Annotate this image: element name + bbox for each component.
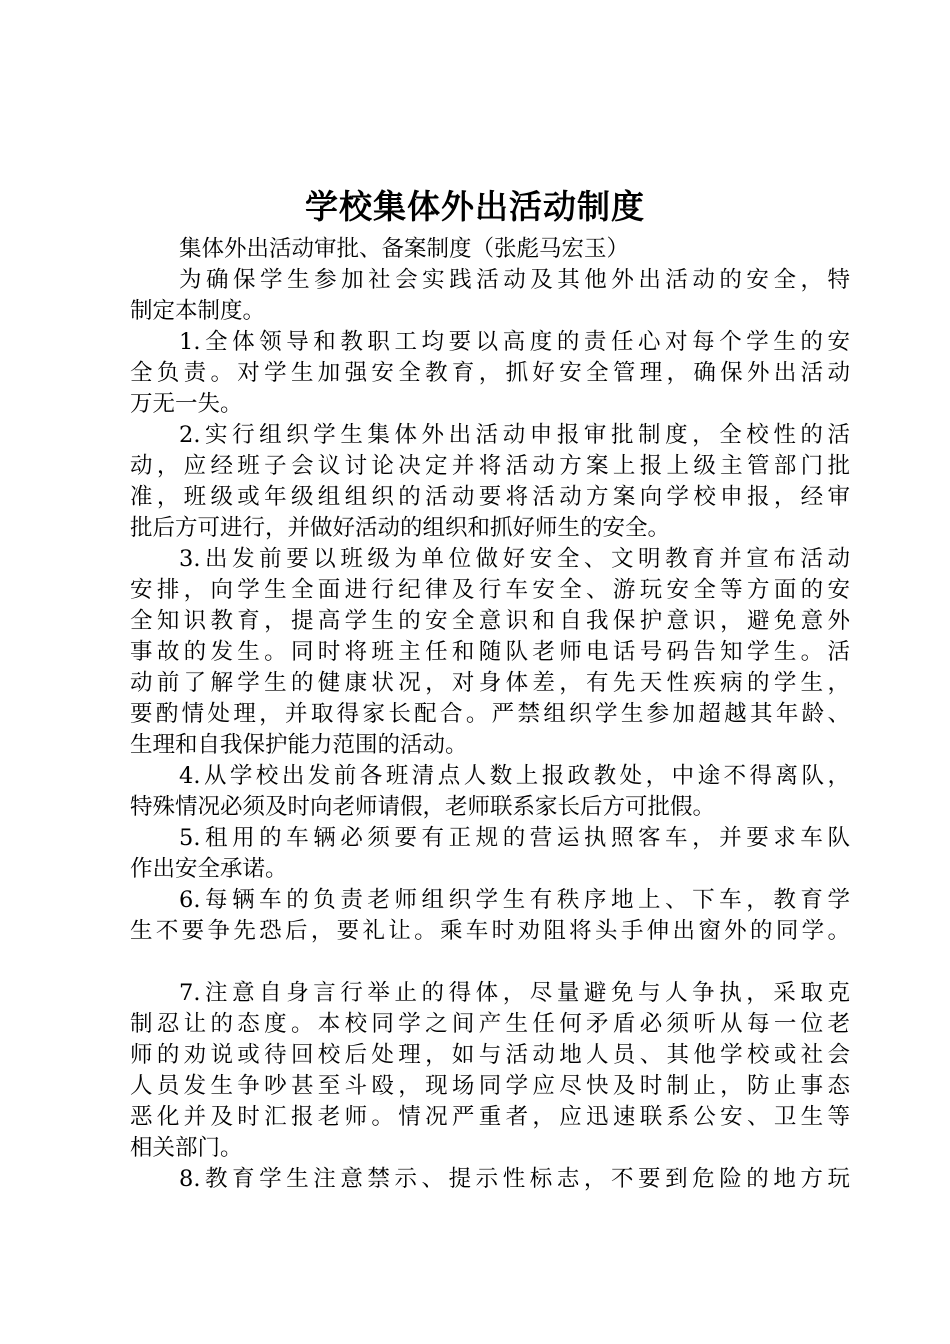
text-line: 生理和自我保护能力范围的活动。 — [130, 732, 468, 758]
text-line: 制定本制度。 — [130, 298, 266, 324]
text-line: 动，应经班子会议讨论决定并将活动方案上报上级主管部门批 — [130, 453, 850, 479]
text-line: 恶化并及时汇报老师。情况严重者，应迅速联系公安、卫生等 — [130, 1104, 850, 1130]
text-line: 作出安全承诺。 — [130, 856, 288, 882]
text-line: 制忍让的态度。本校同学之间产生任何矛盾必须听从每一位老 — [130, 1011, 850, 1037]
text-line: 要酌情处理，并取得家长配合。严禁组织学生参加超越其年龄、 — [130, 701, 850, 727]
text-line: 人员发生争吵甚至斗殴，现场同学应尽快及时制止，防止事态 — [130, 1073, 850, 1099]
text-line: 事故的发生。同时将班主任和随队老师电话号码告知学生。活 — [130, 639, 850, 665]
text-line: 安排，向学生全面进行纪律及行车安全、游玩安全等方面的安 — [130, 577, 850, 603]
text-line: 3.出发前要以班级为单位做好安全、文明教育并宣布活动 — [179, 546, 850, 572]
text-line: 全负责。对学生加强安全教育，抓好安全管理，确保外出活动 — [130, 360, 850, 386]
text-line: 全知识教育，提高学生的安全意识和自我保护意识，避免意外 — [130, 608, 850, 634]
text-line: 5.租用的车辆必须要有正规的营运执照客车，并要求车队 — [179, 825, 850, 851]
text-line: 集体外出活动审批、备案制度（张彪马宏玉） — [179, 236, 630, 262]
document-title: 学校集体外出活动制度 — [305, 187, 645, 226]
text-line: 批后方可进行，并做好活动的组织和抓好师生的安全。 — [130, 515, 671, 541]
text-line: 2.实行组织学生集体外出活动申报审批制度，全校性的活 — [179, 422, 850, 448]
text-line: 师的劝说或待回校后处理，如与活动地人员、其他学校或社会 — [130, 1042, 850, 1068]
text-line: 6.每辆车的负责老师组织学生有秩序地上、下车，教育学 — [179, 887, 850, 913]
text-line: 8.教育学生注意禁示、提示性标志，不要到危险的地方玩 — [179, 1166, 850, 1192]
text-line: 生不要争先恐后，要礼让。乘车时劝阻将头手伸出窗外的同学。 — [130, 918, 850, 944]
text-line: 万无一失。 — [130, 391, 243, 417]
text-line: 为确保学生参加社会实践活动及其他外出活动的安全，特 — [179, 267, 850, 293]
text-line: 7.注意自身言行举止的得体，尽量避免与人争执，采取克 — [179, 980, 850, 1006]
text-line: 准，班级或年级组组织的活动要将活动方案向学校申报，经审 — [130, 484, 850, 510]
text-line: 相关部门。 — [130, 1135, 243, 1161]
text-line: 1.全体领导和教职工均要以高度的责任心对每个学生的安 — [179, 329, 850, 355]
text-line: 特殊情况必须及时向老师请假，老师联系家长后方可批假。 — [130, 794, 716, 820]
document-body — [130, 234, 850, 1195]
text-line: 4.从学校出发前各班清点人数上报政教处，中途不得离队， — [179, 763, 850, 789]
text-line: 动前了解学生的健康状况，对身体差，有先天性疾病的学生， — [130, 670, 850, 696]
